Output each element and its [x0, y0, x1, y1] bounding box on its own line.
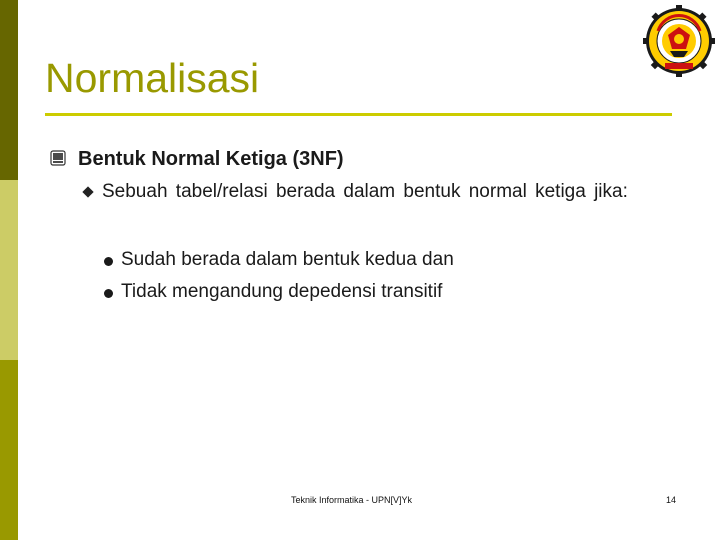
side-band-top	[0, 0, 18, 180]
diamond-bullet-icon	[82, 186, 93, 197]
slide-title: Normalisasi	[45, 55, 260, 101]
monitor-icon	[50, 150, 66, 166]
section-heading: Bentuk Normal Ketiga (3NF)	[78, 148, 344, 170]
side-band-middle	[0, 180, 18, 360]
title-underline	[45, 113, 672, 116]
page-number: 14	[666, 495, 677, 505]
sub-point-text: Sebuah tabel/relasi berada dalam bentuk normal ketiga jika:	[102, 181, 628, 202]
condition-text: Sudah berada dalam bentuk kedua dan	[121, 249, 454, 270]
side-band-bottom	[0, 360, 18, 540]
slide-footer: Teknik Informatika - UPN[V]Yk	[291, 495, 413, 505]
condition-text: Tidak mengandung depedensi transitif	[121, 281, 443, 302]
dot-bullet-icon	[104, 289, 113, 298]
university-logo	[640, 5, 718, 77]
dot-bullet-icon	[104, 257, 113, 266]
